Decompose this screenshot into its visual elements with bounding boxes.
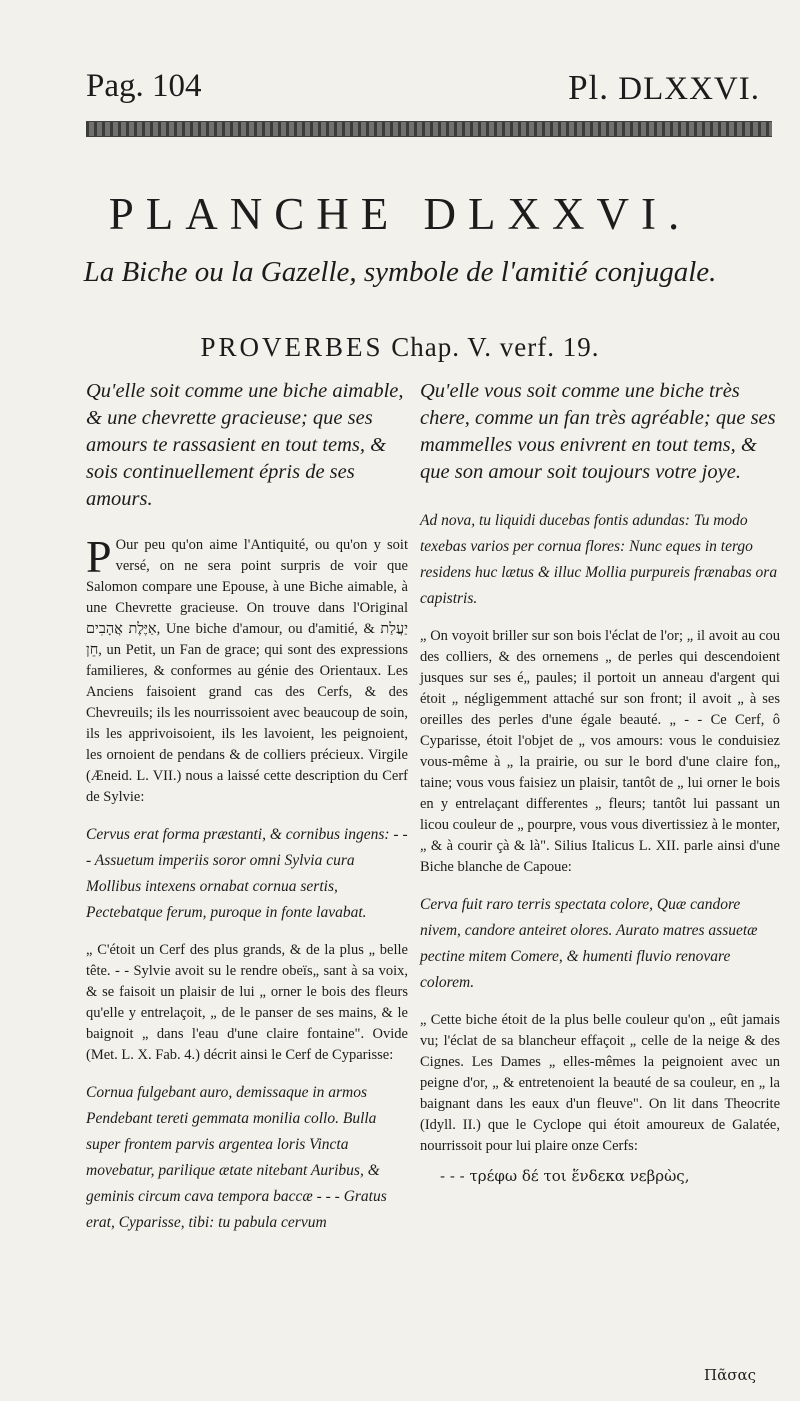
plate-roman-numeral: DLXXVI. [618,71,760,107]
left-verse-translation: Qu'elle soit comme une biche aimable, & une chevrette gracieuse; que ses amours te rassasient en tout tems, & sois continuellement épris de ses amours. [86,380,404,510]
page-number: Pag. 104 [86,68,202,104]
plate-subtitle: La Biche ou la Gazelle, symbole de l'amitié conjugale. [83,256,717,288]
french-translation-ovid: „ On voyoit briller sur son bois l'éclat de l'or; „ il avoit au cou des colliers, & des ornemens „ de perles qui descendoient jusques sur ses é„ paules; il portoit un anneau d'argent qui étoit „ négligemment attaché sur son front; il avoit „ à ses oreilles des perles d'une égale beauté. „ - - Ce Cerf, ô Cyparisse, étoit l'objet de „ vos amours: vous le conduisiez vous-même à „ la prairie, ou sur le bord d'une claire fon„ taine; vous vous faisiez un plaisir, tantôt de „ lui orner le bois en y entrelaçant differentes „ fleurs; tantôt lui passant un licou couleur de „ pourpre, vous vous divertissiez à le monter, „ & à courir çà & là". Silius Italicus L. XII. parle ainsi d'une Biche blanche de Capoue: [420,628,780,875]
plate-title: PLANCHE DLXXVI. [108,189,692,239]
greek-quote-theocritus: - - - τρέφω δέ τοι ἕνδεκα νεβρὼς, [440,1167,690,1185]
decorative-border-band [86,121,772,137]
scripture-reference [0,332,800,363]
latin-quote-ovid: Cornua fulgebant auro, demissaque in armos Pendebant tereti gemmata monilia collo. Bulla super frontem parvis argentea loris Vincta movebatur, parilique ætate nitebant Auribus, & geminis circum cava tempora baccæ - - - Gratus erat, Cyparisse, tibi: tu pabula cervum [86,1084,387,1231]
latin-quote-virgil: Cervus erat forma præstanti, & cornibus ingens: - - - Assuetum imperiis soror omni Sylvia cura Mollibus intexens ornabat cornua sertis, Pectebatque ferum, puroque in fonte lavabat. [86,826,408,921]
commentary-paragraph-2: „ C'étoit un Cerf des plus grands, & de la plus „ belle tête. - - Sylvie avoit su le rendre obeïs„ sant à sa voix, & se faisoit un plaisir de lui „ orner le bois des fleurs qu'elle y entrelaçoit, „ de le panser de ses mains, & le baignoit „ dans l'eau d'une claire fontaine". Ovide (Met. L. X. Fab. 4.) décrit ainsi le Cerf de Cyparisse: [86,942,408,1063]
catchword: Πᾶσας [704,1366,756,1384]
french-translation-silius: „ Cette biche étoit de la plus belle couleur qu'on „ eût jamais vu; l'éclat de sa blancheur effaçoit „ celle de la neige & des Cignes. Les Dames „ elles-mêmes la peignoient avec un peigne d'or, „ & entretenoient la beauté de sa couleur, en „ la baignant dans les eaux d'un fleuve". On lit dans Theocrite (Idyll. II.) que le Cyclope qui étoit amoureux de Galatée, nourrissoit pour lui plaire onze Cerfs: [420,1012,780,1154]
commentary-text-1: Our peu qu'on aime l'Antiquité, ou qu'on y soit versé, on ne sera point surpris de voir que Salomon compare une Epouse, à une Biche aimable, à une Chevrette gracieuse. On trouve dans l'Original אַיֶּלֶת אֲהָבִים, Une biche d'amour, ou d'amitié, & יַעֲלַת חֵן, un Petit, un Fan de grace; qui sont des expressions familieres, & conformes au génie des Orientaux. Les Anciens faisoient grand cas des Cerfs, & des Chevreuils; ils les nourrissoient avec beaucoup de soin, ils les apprivoisoient, ils les lavoient, les peignoient, les ornoient de pendans & de colliers précieux. Virgile (Æneid. L. VII.) nous a laissé cette description du Cerf de Sylvie: [86,537,408,805]
drop-cap: P [86,531,112,582]
commentary-paragraph-1 [86,531,408,808]
left-column [86,378,408,1250]
latin-quote-silius: Cerva fuit raro terris spectata colore, Quæ candore nivem, candore anteiret olores. Aurato matres assuetæ pectine mitem Comere, & humenti fluvio renovare colorem. [420,896,758,991]
plate-number [568,68,760,108]
right-column [420,378,780,1185]
plate-abbreviation: Pl. [568,68,610,107]
right-verse-translation: Qu'elle vous soit comme une biche très chere, comme un fan très agréable; que ses mammelles vous enivrent en tout tems, & que son amour soit toujours votre joye. [420,380,776,483]
chapter-verse: Chap. V. verf. 19. [391,332,600,362]
latin-quote-ovid-continued: Ad nova, tu liquidi ducebas fontis adundas: Tu modo texebas varios per cornua flores: Nunc eques in tergo residens huc lætus & illuc Mollia purpureis frænabas ora capistris. [420,512,778,607]
book-name: PROVERBES [200,332,384,362]
